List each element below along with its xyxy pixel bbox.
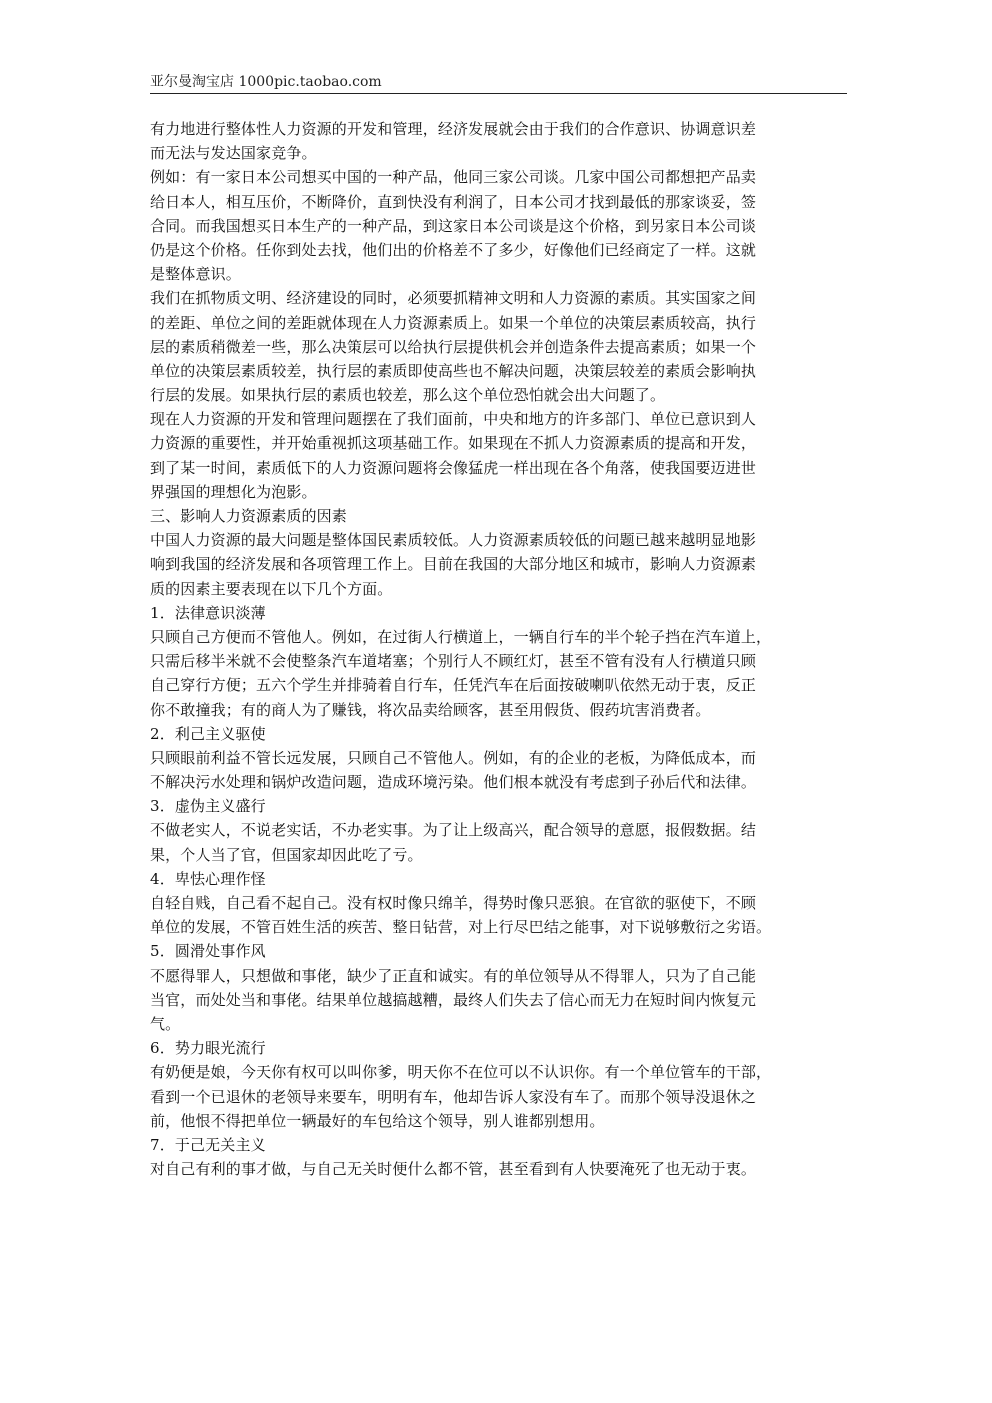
text-line: 自轻自贱，自己看不起自己。没有权时像只绵羊，得势时像只恶狼。在官欲的驱使下，不顾: [150, 894, 757, 912]
text-line: 单位的决策层素质较差，执行层的素质即使高些也不解决问题，决策层较差的素质会影响执: [150, 361, 757, 380]
text-line: 力资源的重要性，并开始重视抓这项基础工作。如果现在不抓人力资源素质的提高和开发，: [150, 434, 757, 453]
text-line: 果，个人当了官，但国家却因此吃了亏。: [150, 845, 423, 864]
text-line: 对自己有利的事才做，与自己无关时便什么都不管，甚至看到有人快要淹死了也无动于衷。: [150, 1160, 757, 1179]
text-line: 到了某一时间，素质低下的人力资源问题将会像猛虎一样出现在各个角落，使我国要迈进世: [150, 458, 757, 477]
text-line: 3．虚伪主义盛行: [150, 797, 266, 816]
text-line: 响到我国的经济发展和各项管理工作上。目前在我国的大部分地区和城市，影响人力资源素: [150, 555, 757, 574]
text-line: 有奶便是娘，今天你有权可以叫你爹，明天你不在位可以不认识你。有一个单位管车的干部，: [150, 1063, 772, 1082]
text-line: 4．卑怯心理作怪: [150, 869, 266, 888]
text-line: 只顾自己方便而不管他人。例如，在过街人行横道上，一辆自行车的半个轮子挡在汽车道上，: [150, 627, 772, 646]
text-line: 界强国的理想化为泡影。: [150, 482, 317, 501]
text-line: 只顾眼前利益不管长远发展，只顾自己不管他人。例如，有的企业的老板，为降低成本，而: [150, 748, 757, 767]
text-line: 行层的发展。如果执行层的素质也较差，那么这个单位恐怕就会出大问题了。: [150, 386, 666, 405]
text-line: 我们在抓物质文明、经济建设的同时，必须要抓精神文明和人力资源的素质。其实国家之间: [150, 289, 757, 308]
text-line: 例如：有一家日本公司想买中国的一种产品，他同三家公司谈。几家中国公司都想把产品卖: [150, 168, 757, 187]
text-line: 不解决污水处理和锅炉改造问题，造成环境污染。他们根本就没有考虑到子孙后代和法律。: [150, 773, 757, 792]
text-line: 1．法律意识淡薄: [150, 603, 266, 622]
text-line: 而无法与发达国家竞争。: [150, 144, 317, 163]
text-line: 7．于己无关主义: [150, 1135, 266, 1154]
text-line: 现在人力资源的开发和管理问题摆在了我们面前，中央和地方的许多部门、单位已意识到人: [150, 410, 757, 429]
text-line: 合同。而我国想买日本生产的一种产品，到这家日本公司谈是这个价格，到另家日本公司谈: [150, 216, 757, 235]
text-line: 2．利己主义驱使: [150, 724, 266, 743]
text-line: 气。: [150, 1014, 181, 1033]
page-header: 亚尔曼淘宝店 1000pic.taobao.com: [150, 74, 382, 90]
text-line: 有力地进行整体性人力资源的开发和管理，经济发展就会由于我们的合作意识、协调意识差: [150, 120, 757, 138]
header-rule: [150, 93, 847, 94]
text-line: 你不敢撞我；有的商人为了赚钱，将次品卖给顾客，甚至用假货、假药坑害消费者。: [150, 700, 711, 719]
text-line: 三、影响人力资源素质的因素: [150, 507, 347, 525]
text-line: 前，他恨不得把单位一辆最好的车包给这个领导，别人谁都别想用。: [150, 1111, 605, 1130]
text-line: 5．圆滑处事作风: [150, 942, 266, 961]
text-line: 只需后移半米就不会使整条汽车道堵塞；个别行人不顾红灯，甚至不管有没有人行横道只顾: [150, 652, 757, 671]
text-line: 自己穿行方便；五六个学生并排骑着自行车，任凭汽车在后面按破喇叭依然无动于衷，反正: [150, 676, 757, 695]
text-line: 的差距、单位之间的差距就体现在人力资源素质上。如果一个单位的决策层素质较高，执行: [150, 313, 757, 332]
text-line: 给日本人，相互压价，不断降价，直到快没有利润了，日本公司才找到最低的那家谈妥，签: [150, 192, 757, 211]
document-body: [150, 117, 847, 1181]
text-line: 看到一个已退休的老领导来要车，明明有车，他却告诉人家没有车了。而那个领导没退休之: [150, 1087, 757, 1106]
text-line: 不愿得罪人，只想做和事佬，缺少了正直和诚实。有的单位领导从不得罪人，只为了自己能: [150, 966, 757, 985]
text-line: 不做老实人，不说老实话，不办老实事。为了让上级高兴，配合领导的意愿，报假数据。结: [150, 821, 757, 840]
text-line: 当官，而处处当和事佬。结果单位越搞越糟，最终人们失去了信心而无力在短时间内恢复元: [150, 990, 757, 1009]
text-line: 仍是这个价格。任你到处去找，他们出的价格差不了多少，好像他们已经商定了一样。这就: [150, 240, 757, 259]
text-line: 6．势力眼光流行: [150, 1039, 266, 1058]
text-line: 单位的发展，不管百姓生活的疾苦、整日钻营，对上行尽巴结之能事，对下说够敷衍之劣语。: [150, 918, 772, 937]
text-line: 是整体意识。: [150, 265, 241, 284]
text-line: 层的素质稍微差一些，那么决策层可以给执行层提供机会并创造条件去提高素质；如果一个: [150, 337, 757, 356]
text-line: 质的因素主要表现在以下几个方面。: [150, 579, 393, 598]
text-line: 中国人力资源的最大问题是整体国民素质较低。人力资源素质较低的问题已越来越明显地影: [150, 531, 757, 550]
